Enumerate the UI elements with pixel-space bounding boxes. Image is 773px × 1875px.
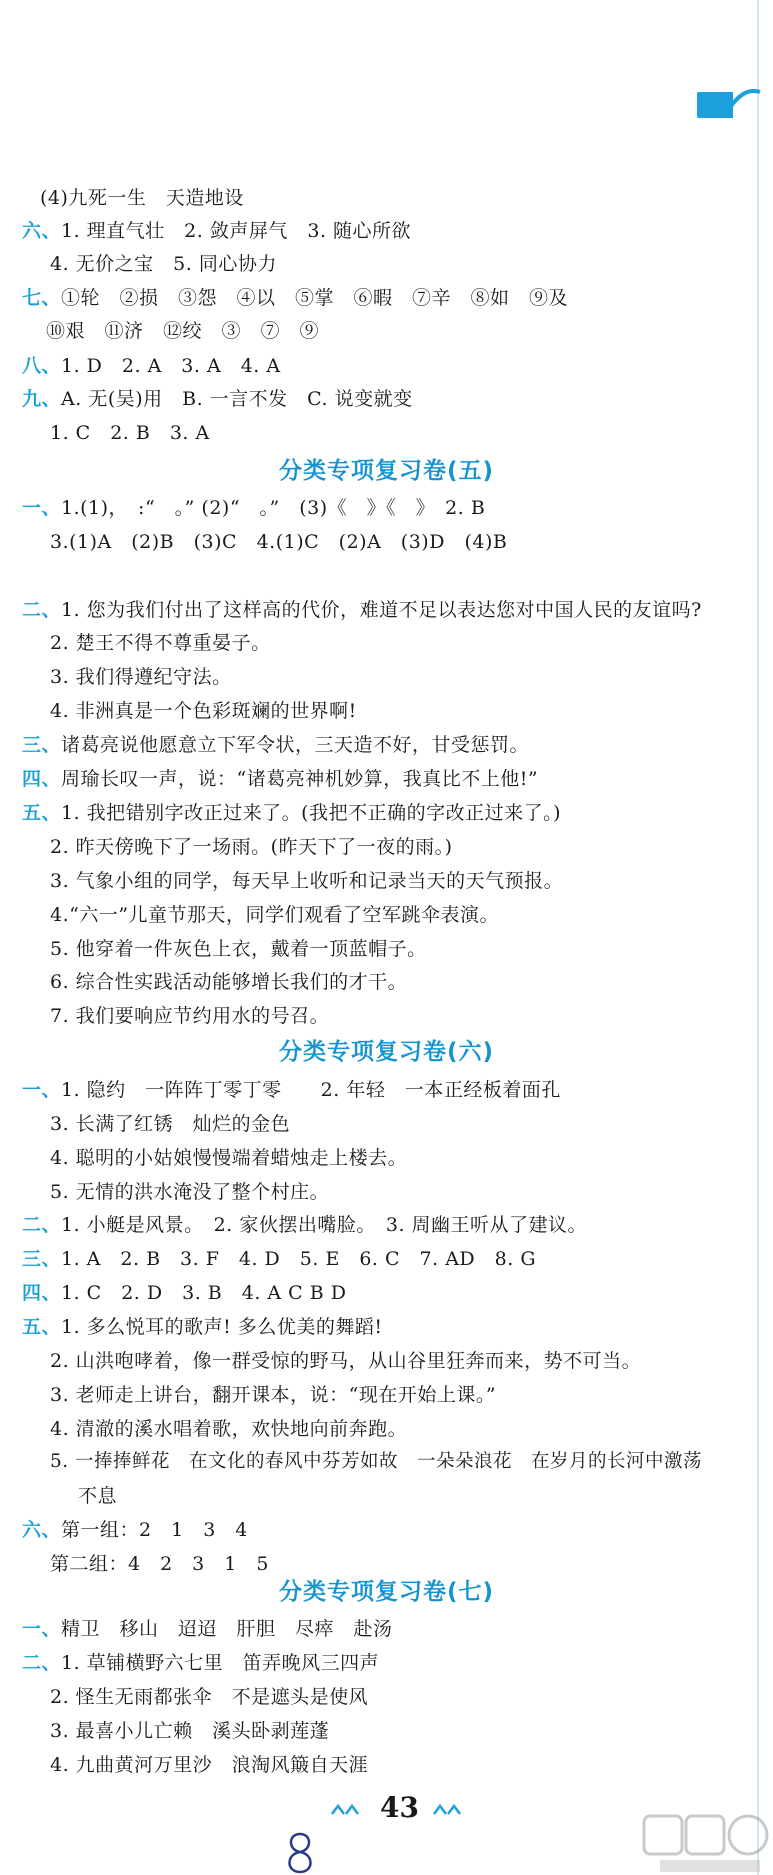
answer-line: ⑩艰 ⑪济 ⑫绞 ③ ⑦ ⑨ (46, 320, 320, 342)
footer-ornament-right-icon (432, 1802, 472, 1818)
answer-line: 2. 怪生无雨都张伞 不是遮头是使风 (50, 1686, 369, 1708)
answer-line: 不息 (78, 1485, 118, 1507)
section-number: 七、 (22, 287, 62, 309)
answer-line: 3.(1)A (2)B (3)C 4.(1)C (2)A (3)D (4)B (50, 531, 508, 553)
watermark-logo-icon (640, 1810, 770, 1875)
answer-line: 5. 无情的洪水淹没了整个村庄。 (50, 1181, 330, 1203)
answer-line: 五、1. 多么悦耳的歌声! 多么优美的舞蹈! (22, 1316, 383, 1338)
handwritten-mark-icon (280, 1830, 320, 1875)
answer-line: 七、①轮 ②损 ③怨 ④以 ⑤掌 ⑥暇 ⑦辛 ⑧如 ⑨及 (22, 287, 569, 309)
section-number: 九、 (22, 388, 62, 410)
answer-line: 五、1. 我把错别字改正过来了。(我把不正确的字改正过来了。) (22, 802, 562, 824)
answer-line: 二、1. 草铺横野六七里 笛弄晚风三四声 (22, 1652, 380, 1674)
section-number: 八、 (22, 355, 62, 377)
answer-line: 3. 我们得遵纪守法。 (50, 666, 232, 688)
answer-line: 5. 一捧捧鲜花 在文化的春风中芬芳如故 一朵朵浪花 在岁月的长河中激荡 (50, 1451, 703, 1472)
answer-line: 3. 最喜小儿亡赖 溪头卧剥莲蓬 (50, 1720, 330, 1742)
section-number: 二、 (22, 1214, 62, 1236)
answer-line: 7. 我们要响应节约用水的号召。 (50, 1005, 330, 1027)
section-number: 六、 (22, 1519, 62, 1541)
answer-line: 4. 九曲黄河万里沙 浪淘风簸自天涯 (50, 1754, 369, 1776)
footer-ornament-left-icon (330, 1802, 370, 1818)
answer-line: 一、1. 隐约 一阵阵丁零丁零 2. 年轻 一本正经板着面孔 (22, 1079, 561, 1101)
section-title: 分类专项复习卷(六) (278, 1039, 495, 1065)
section-number: 二、 (22, 1652, 62, 1674)
answer-line: 4. 清澈的溪水唱着歌，欢快地向前奔跑。 (50, 1418, 408, 1440)
section-number: 四、 (22, 1282, 62, 1304)
answer-line: 1. C 2. B 3. A (50, 422, 210, 444)
section-number: 六、 (22, 220, 62, 242)
answer-line: 六、1. 理直气壮 2. 敛声屏气 3. 随心所欲 (22, 220, 412, 242)
answer-line: 2. 山洪咆哮着，像一群受惊的野马，从山谷里狂奔而来，势不可当。 (50, 1350, 642, 1372)
section-number: 五、 (22, 1316, 62, 1338)
section-number: 三、 (22, 734, 62, 756)
section-number: 三、 (22, 1248, 62, 1270)
section-number: 四、 (22, 768, 62, 790)
section-title: 分类专项复习卷(七) (278, 1579, 495, 1605)
answer-line: 3. 气象小组的同学，每天早上收听和记录当天的天气预报。 (50, 870, 564, 892)
section-number: 一、 (22, 497, 62, 519)
page-number: 43 (380, 1791, 419, 1824)
answer-line: 六、第一组：2 1 3 4 (22, 1519, 248, 1541)
answer-line: 九、A. 无(吴)用 B. 一言不发 C. 说变就变 (22, 388, 413, 410)
answer-line: 5. 他穿着一件灰色上衣，戴着一顶蓝帽子。 (50, 938, 427, 960)
answer-line: 三、1. A 2. B 3. F 4. D 5. E 6. C 7. AD 8. G (22, 1248, 536, 1270)
answer-line: 四、1. C 2. D 3. B 4. A C B D (22, 1282, 347, 1304)
answer-line: 4. 聪明的小姑娘慢慢端着蜡烛走上楼去。 (50, 1147, 408, 1169)
answer-line: 三、诸葛亮说他愿意立下军令状，三天造不好，甘受惩罚。 (22, 734, 530, 756)
page-footer (320, 1790, 480, 1826)
answer-line: 二、1. 您为我们付出了这样高的代价，难道不足以表达您对中国人民的友谊吗? (22, 599, 702, 621)
answer-line: 4.“六一”儿童节那天，同学们观看了空军跳伞表演。 (50, 904, 500, 926)
answer-line: 二、1. 小艇是风景。 2. 家伙摆出嘴脸。 3. 周幽王听从了建议。 (22, 1214, 588, 1236)
answer-line: 3. 老师走上讲台，翻开课本，说：“现在开始上课。” (50, 1384, 497, 1406)
answer-line: (4)九死一生 天造地设 (40, 187, 244, 209)
answer-line: 4. 无价之宝 5. 同心协力 (50, 253, 277, 275)
answer-line: 四、周瑜长叹一声，说：“诸葛亮神机妙算，我真比不上他!” (22, 768, 539, 790)
answer-line: 2. 昨天傍晚下了一场雨。(昨天下了一夜的雨。) (50, 836, 453, 858)
section-number: 一、 (22, 1079, 62, 1101)
answer-line: 2. 楚王不得不尊重晏子。 (50, 632, 271, 654)
answer-line: 4. 非洲真是一个色彩斑斓的世界啊! (50, 700, 357, 722)
section-number: 一、 (22, 1618, 62, 1640)
answer-line: 一、1.(1)， :“ 。” (2)“ 。” (3)《 》《 》 2. B (22, 497, 486, 519)
section-title: 分类专项复习卷(五) (278, 458, 495, 484)
answer-line: 八、1. D 2. A 3. A 4. A (22, 355, 281, 377)
answer-line: 第二组：4 2 3 1 5 (50, 1553, 269, 1575)
corner-curve-icon (722, 84, 762, 124)
answer-line: 3. 长满了红锈 灿烂的金色 (50, 1113, 291, 1135)
answer-line: 一、精卫 移山 迢迢 肝胆 尽瘁 赴汤 (22, 1618, 393, 1640)
answer-line: 6. 综合性实践活动能够增长我们的才干。 (50, 971, 408, 993)
section-number: 五、 (22, 802, 62, 824)
section-number: 二、 (22, 599, 62, 621)
